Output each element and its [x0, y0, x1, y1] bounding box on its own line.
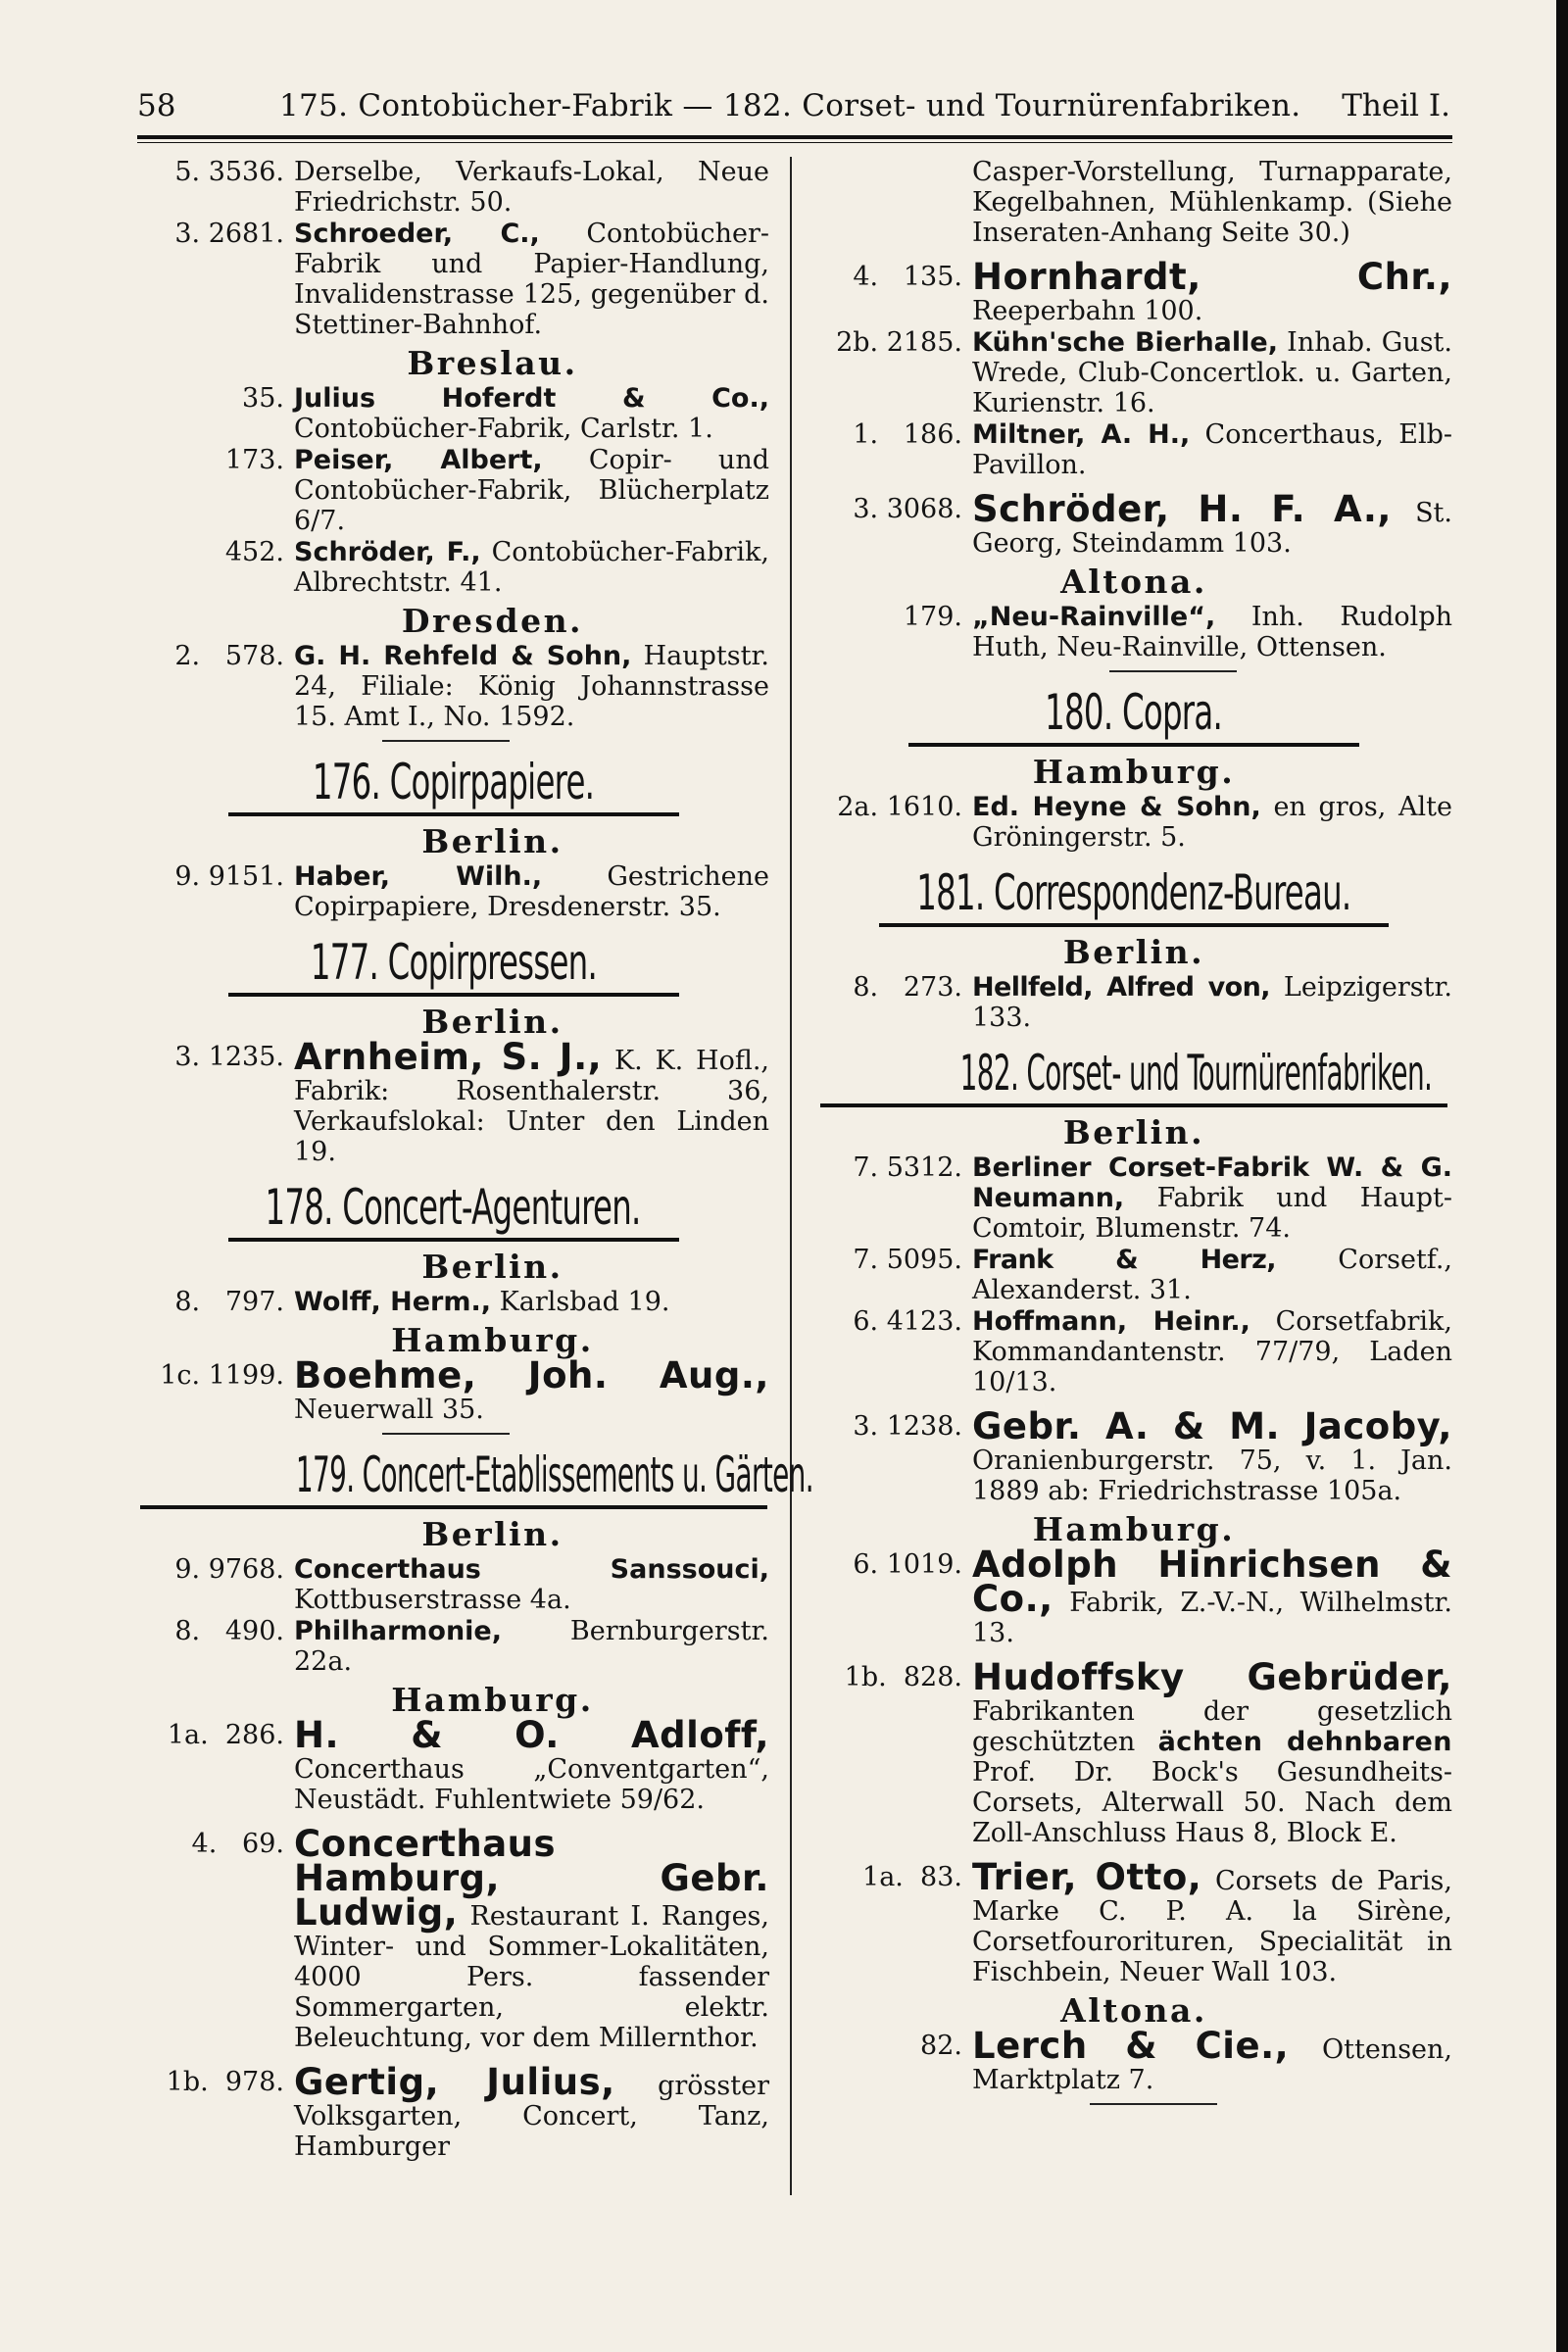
separator-rule — [382, 740, 510, 742]
entry-number: 179. — [903, 602, 962, 632]
list-item — [815, 792, 1452, 853]
entry-text: Inhab. Gust. Wrede, Club-Concertlok. u. Garten, Kurienstr. 16. — [972, 327, 1452, 418]
separator-rule — [1109, 670, 1237, 672]
left-column — [137, 157, 813, 2162]
entry-name: Miltner, A. H., — [972, 419, 1191, 450]
list-item-continued — [815, 157, 1452, 248]
entry-text: Restaurant I. Ranges, Winter- und Sommer-Lokalitäten, 4000 Pers. fassender Sommergarten, elektr. Beleuchtung, vor dem Millernthor. — [294, 1901, 769, 2053]
entry-text: Corsetf., Alexanderst. 31. — [972, 1245, 1452, 1305]
city-heading: Dresden. — [401, 602, 584, 640]
entry-number: 4. 135. — [853, 262, 962, 292]
entry-name: H. & O. Adloff, — [294, 1714, 769, 1756]
entry-name: Philharmonie, — [294, 1616, 503, 1646]
entry-text: St. Georg, Steindamm 103. — [972, 498, 1452, 559]
list-item — [815, 1656, 1452, 1848]
entry-text: Derselbe, Verkaufs-Lokal, Neue Friedrichstr. 50. — [294, 157, 769, 218]
section-rule — [228, 993, 679, 997]
entry-name: Hornhardt, Chr., — [972, 256, 1452, 298]
entry-number: 3. 3068. — [853, 494, 962, 524]
entry-text: Neuerwall 35. — [294, 1395, 484, 1425]
entry-name: Schröder, H. F. A., — [972, 488, 1392, 530]
list-item — [137, 1287, 769, 1317]
header-section-range: 175. Contobücher-Fabrik — 182. Corset- und Tournürenfabriken. — [279, 88, 1301, 123]
section-title: 180. Copra. — [1045, 684, 1223, 741]
entry-number: 1a. 83. — [862, 1862, 962, 1892]
header-part: Theil I. — [1342, 88, 1450, 123]
entry-name: Frank & Herz, — [972, 1245, 1276, 1275]
entry-name: Hudoffsky Gebrüder, — [972, 1656, 1452, 1698]
entry-name: Peiser, Albert, — [294, 445, 543, 475]
list-item — [815, 1306, 1452, 1397]
entry-number: 3. 1235. — [174, 1042, 284, 1072]
list-item — [137, 1616, 769, 1677]
section-title: 182. Corset- und Tournürenfabriken. — [959, 1045, 1433, 1102]
section-rule — [908, 743, 1359, 747]
list-item — [137, 157, 769, 218]
column-divider — [790, 157, 792, 2195]
list-item — [815, 1405, 1452, 1506]
page-edge-mark — [1556, 510, 1564, 535]
city-heading: Hamburg. — [391, 1321, 594, 1359]
entry-text: Reeperbahn 100. — [972, 296, 1203, 326]
entry-name: Hoffmann, Heinr., — [972, 1306, 1250, 1337]
entry-name: Haber, Wilh., — [294, 861, 543, 892]
entry-emphasis: ächten dehnbaren — [1157, 1727, 1452, 1757]
list-item — [137, 383, 769, 444]
entry-text: Concerthaus „Conventgarten“, Neustädt. Fuhlentwiete 59/62. — [294, 1754, 769, 1815]
entry-text: Contobücher-Fabrik, Carlstr. 1. — [294, 414, 713, 444]
section-heading-176 — [137, 754, 769, 816]
entry-name: Concerthaus Hamburg, Gebr. Ludwig, — [294, 1823, 769, 1934]
section-heading-181 — [815, 864, 1452, 927]
list-item — [815, 2025, 1452, 2095]
list-item — [815, 1544, 1452, 1648]
entry-text: Fabrik, Z.-V.-N., Wilhelmstr. 13. — [972, 1588, 1452, 1648]
city-heading: Berlin. — [421, 1515, 564, 1553]
entry-number: 1b. 828. — [844, 1662, 962, 1692]
entry-name: Adolph Hinrichsen & Co., — [972, 1544, 1452, 1620]
list-item — [137, 2061, 769, 2162]
entry-text: Corsets de Paris, Marke C. P. A. la Sirène, Corsetfourorituren, Specialität in Fischbein, Neuer Wall 103. — [972, 1866, 1452, 1987]
list-item — [815, 1856, 1452, 1987]
list-item — [137, 1823, 769, 2053]
city-heading: Berlin. — [1062, 1113, 1205, 1152]
section-rule — [228, 812, 679, 816]
entry-text: grösster Volksgarten, Concert, Tanz, Hamburger — [294, 2071, 769, 2162]
list-item — [137, 219, 769, 340]
list-item — [815, 327, 1452, 418]
page-number: 58 — [137, 88, 176, 123]
entry-number: 452. — [224, 537, 284, 567]
entry-number: 35. — [242, 383, 284, 414]
list-item — [815, 1152, 1452, 1244]
entry-text: Concerthaus, Elb-Pavillon. — [972, 419, 1452, 480]
city-heading: Berlin. — [421, 1003, 564, 1041]
section-title: 177. Copirpressen. — [310, 934, 597, 991]
section-rule — [879, 923, 1389, 927]
list-item — [815, 1245, 1452, 1305]
entry-name: Wolff, Herm., — [294, 1287, 492, 1317]
entry-text: Gestrichene Copirpapiere, Dresdenerstr. 35. — [294, 861, 769, 922]
section-heading-179 — [137, 1446, 813, 1509]
entry-name: Lerch & Cie., — [972, 2025, 1290, 2067]
entry-text: en gros, Alte Gröningerstr. 5. — [972, 792, 1452, 853]
entry-number: 7. 5095. — [853, 1245, 962, 1275]
entry-name: Arnheim, S. J., — [294, 1036, 603, 1078]
entry-text: Oranienburgerstr. 75, v. 1. Jan. 1889 ab: Friedrichstrasse 105a. — [972, 1446, 1452, 1506]
entry-name: Gertig, Julius, — [294, 2061, 615, 2103]
list-item — [137, 641, 769, 732]
entry-name: Gebr. A. & M. Jacoby, — [972, 1405, 1452, 1447]
city-heading: Hamburg. — [391, 1681, 594, 1719]
list-item — [815, 419, 1452, 480]
entry-text: Fabrikanten der gesetzlich geschützten — [972, 1696, 1452, 1757]
entry-number: 6. 4123. — [853, 1306, 962, 1337]
city-heading: Berlin. — [421, 1248, 564, 1286]
city-heading: Hamburg. — [1032, 1510, 1236, 1548]
city-heading: Breslau. — [407, 344, 578, 382]
entry-name: Julius Hoferdt & Co., — [294, 383, 769, 414]
section-heading-182 — [815, 1045, 1452, 1107]
section-rule — [228, 1238, 679, 1242]
city-heading: Berlin. — [1062, 933, 1205, 971]
entry-number: 1b. 978. — [166, 2067, 284, 2097]
list-item — [815, 256, 1452, 326]
entry-name: Kühn'sche Bierhalle, — [972, 327, 1278, 358]
entry-number: 3. 2681. — [174, 219, 284, 249]
entry-number: 8. 490. — [174, 1616, 284, 1646]
entry-number: 1. 186. — [853, 419, 962, 450]
entry-text: Kottbuserstrasse 4a. — [294, 1585, 571, 1615]
list-item — [137, 537, 769, 598]
entry-number: 8. 273. — [853, 972, 962, 1003]
list-item — [815, 602, 1452, 662]
entry-number: 8. 797. — [174, 1287, 284, 1317]
entry-text: K. K. Hofl., Fabrik: Rosenthalerstr. 36, Verkaufslokal: Unter den Linden 19. — [294, 1046, 769, 1167]
entry-name: Hellfeld, Alfred von, — [972, 972, 1270, 1003]
section-rule — [820, 1103, 1447, 1107]
header-rule — [137, 135, 1452, 143]
city-heading: Hamburg. — [1032, 753, 1236, 791]
section-title: 176. Copirpapiere. — [312, 754, 595, 810]
list-item — [137, 1354, 769, 1425]
entry-name: Schröder, F., — [294, 537, 481, 567]
entry-text: Contobücher-Fabrik und Papier-Handlung, Invalidenstrasse 125, gegenüber d. Stettiner-Bahnhof. — [294, 219, 769, 340]
entry-text: Ottensen, Marktplatz 7. — [972, 2034, 1452, 2095]
entry-number: 1c. 1199. — [160, 1360, 284, 1391]
entry-name: Schroeder, C., — [294, 219, 540, 249]
entry-text: Casper-Vorstellung, Turnapparate, Kegelbahnen, Mühlenkamp. (Siehe Inseraten-Anhang Seite 30.) — [972, 157, 1452, 248]
list-item — [137, 1036, 769, 1167]
right-column — [815, 157, 1452, 2111]
city-heading: Altona. — [1060, 563, 1207, 601]
entry-number: 1a. 286. — [167, 1720, 284, 1750]
entry-text: Contobücher-Fabrik, Albrechtstr. 41. — [294, 537, 769, 598]
section-heading-177 — [137, 934, 769, 997]
list-item — [815, 972, 1452, 1033]
entry-text: Hauptstr. 24, Filiale: König Johannstrasse 15. Amt I., No. 1592. — [294, 641, 769, 732]
entry-number: 9. 9151. — [174, 861, 284, 892]
section-heading-180 — [815, 684, 1452, 747]
entry-name: Trier, Otto, — [972, 1856, 1202, 1898]
city-heading: Altona. — [1060, 1991, 1207, 2030]
entry-name: Concerthaus Sanssouci, — [294, 1554, 769, 1585]
section-rule — [140, 1505, 767, 1509]
entry-text: Leipzigerstr. 133. — [972, 972, 1452, 1033]
entry-text: Fabrik und Haupt-Comtoir, Blumenstr. 74. — [972, 1183, 1452, 1244]
list-item — [137, 1714, 769, 1815]
section-heading-178 — [137, 1179, 769, 1242]
entry-name: „Neu-Rainville“, — [972, 602, 1216, 632]
entry-number: 9. 9768. — [174, 1554, 284, 1585]
list-item — [137, 445, 769, 536]
entry-text: Karlsbad 19. — [499, 1287, 670, 1317]
entry-number: 2b. 2185. — [836, 327, 962, 358]
entry-number: 3. 1238. — [853, 1411, 962, 1442]
entry-name: Ed. Heyne & Sohn, — [972, 792, 1261, 822]
entry-text: Copir- und Contobücher-Fabrik, Blücherplatz 6/7. — [294, 445, 769, 536]
running-header — [137, 86, 1450, 125]
list-item — [137, 1554, 769, 1615]
entry-text: Bernburgerstr. 22a. — [294, 1616, 769, 1677]
entry-name: Boehme, Joh. Aug., — [294, 1354, 769, 1396]
entry-number: 82. — [920, 2031, 962, 2061]
separator-rule — [1090, 2103, 1217, 2105]
entry-number: 173. — [224, 445, 284, 475]
entry-text: Corsetfabrik, Kommandantenstr. 77/79, Laden 10/13. — [972, 1306, 1452, 1397]
entry-text: Inh. Rudolph Huth, Neu-Rainville, Ottensen. — [972, 602, 1452, 662]
entry-number: 7. 5312. — [853, 1152, 962, 1183]
city-heading: Berlin. — [421, 822, 564, 860]
separator-rule — [382, 1433, 510, 1435]
entry-name: Berliner Corset-Fabrik W. & G. Neumann, — [972, 1152, 1452, 1213]
entry-number: 2a. 1610. — [837, 792, 962, 822]
entry-name: G. H. Rehfeld & Sohn, — [294, 641, 632, 671]
section-title: 181. Correspondenz-Bureau. — [916, 864, 1351, 921]
entry-number: 4. 69. — [191, 1829, 284, 1859]
entry-text: Prof. Dr. Bock's Gesundheits-Corsets, Alterwall 50. Nach dem Zoll-Anschluss Haus 8, Block E. — [972, 1757, 1452, 1848]
section-title: 178. Concert-Agenturen. — [265, 1179, 642, 1236]
entry-number: 5. 3536. — [174, 157, 284, 187]
list-item — [137, 861, 769, 922]
list-item — [815, 488, 1452, 559]
section-title: 179. Concert-Etablissements u. Gärten. — [295, 1446, 813, 1503]
entry-number: 6. 1019. — [853, 1549, 962, 1580]
entry-number: 2. 578. — [174, 641, 284, 671]
